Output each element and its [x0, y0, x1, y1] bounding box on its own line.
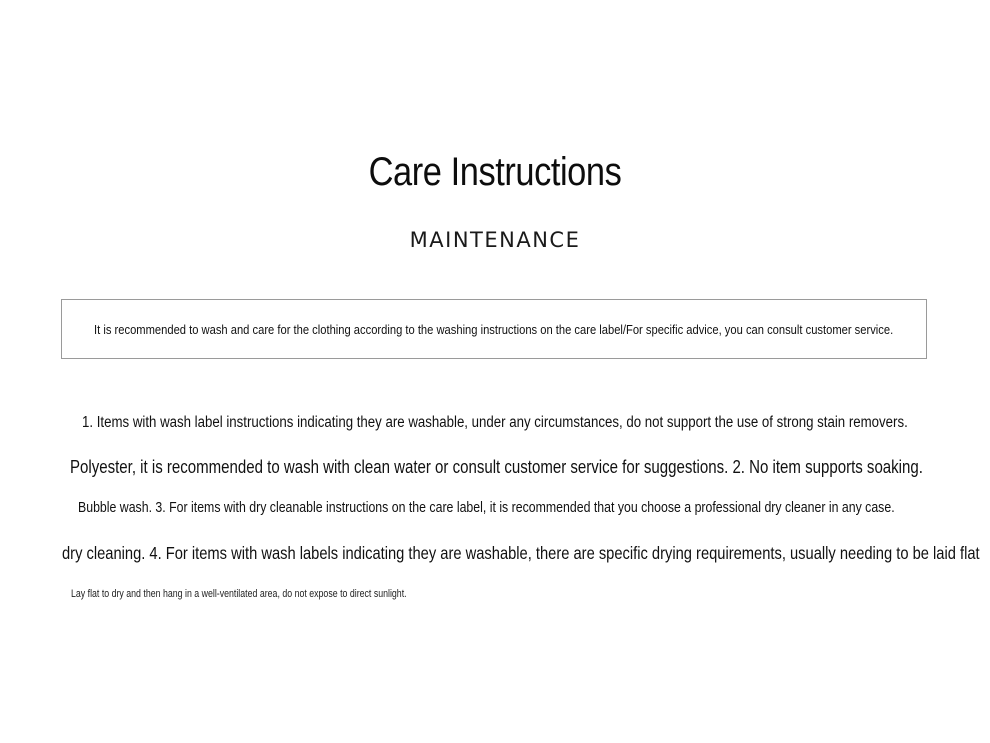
instruction-line: 1. Items with wash label instructions indicating they are washable, under any circumstances, do not support the use of strong stain removers. [82, 414, 908, 431]
care-notice-box [61, 299, 927, 359]
instruction-line: Lay flat to dry and then hang in a well-ventilated area, do not expose to direct sunlight. [71, 588, 407, 600]
instruction-line: Polyester, it is recommended to wash with clean water or consult customer service for suggestions. 2. No item supports soaking. [70, 457, 923, 477]
instruction-line: Bubble wash. 3. For items with dry cleanable instructions on the care label, it is recommended that you choose a professional dry cleaner in any case. [78, 500, 895, 516]
instruction-line: dry cleaning. 4. For items with wash labels indicating they are washable, there are specific drying requirements, usually needing to be laid flat [62, 543, 980, 563]
care-notice-text: It is recommended to wash and care for the clothing according to the washing instructions on the care label/For specific advice, you can consult customer service. [94, 321, 894, 337]
page-subtitle: MAINTENANCE [409, 228, 581, 252]
page-title: Care Instructions [368, 150, 622, 194]
